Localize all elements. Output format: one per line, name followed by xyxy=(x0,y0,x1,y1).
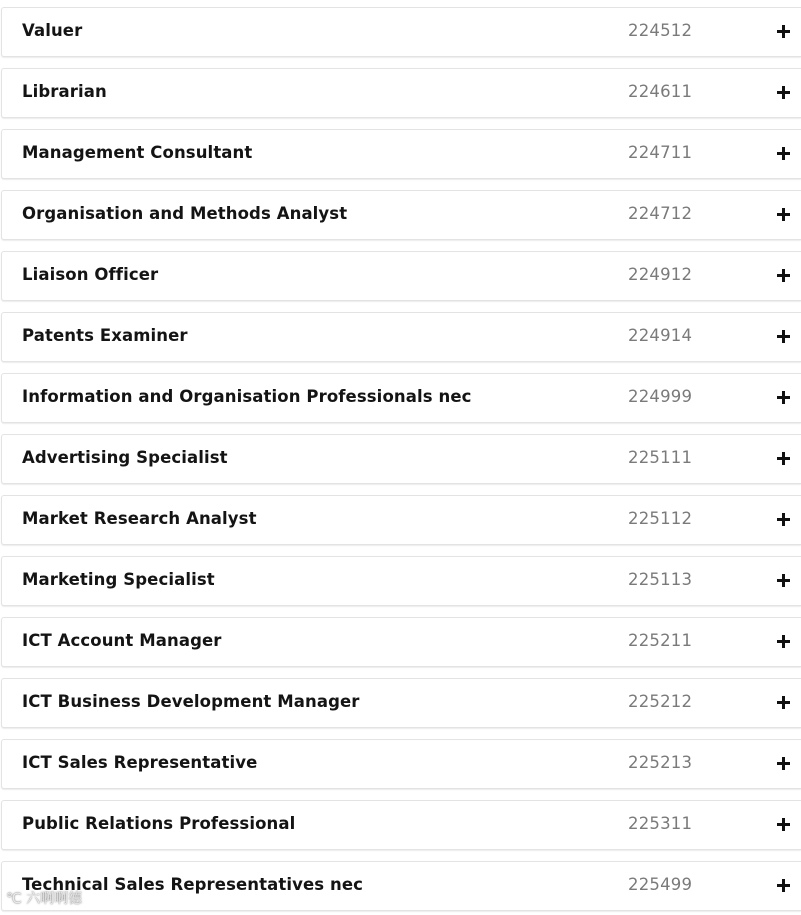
occupation-title: Marketing Specialist xyxy=(22,570,215,589)
plus-icon[interactable] xyxy=(776,573,791,588)
plus-icon[interactable] xyxy=(776,756,791,771)
plus-icon[interactable] xyxy=(776,878,791,893)
occupation-title: ICT Business Development Manager xyxy=(22,692,360,711)
occupation-code: 225212 xyxy=(628,692,693,711)
watermark: ℃ 六啊啊德 xyxy=(6,891,83,907)
occupation-row[interactable] xyxy=(1,617,801,667)
occupation-code: 224611 xyxy=(628,82,693,101)
occupation-code: 225112 xyxy=(628,509,693,528)
plus-icon[interactable] xyxy=(776,451,791,466)
occupation-title: Valuer xyxy=(22,21,83,40)
occupation-row[interactable] xyxy=(1,129,801,179)
occupation-code: 225211 xyxy=(628,631,693,650)
occupation-row[interactable] xyxy=(1,800,801,850)
plus-icon[interactable] xyxy=(776,329,791,344)
occupation-code: 224512 xyxy=(628,21,693,40)
plus-icon[interactable] xyxy=(776,24,791,39)
occupation-title: ICT Sales Representative xyxy=(22,753,258,772)
occupation-code: 225499 xyxy=(628,875,693,894)
occupation-row[interactable] xyxy=(1,68,801,118)
plus-icon[interactable] xyxy=(776,512,791,527)
occupation-row[interactable] xyxy=(1,495,801,545)
occupation-title: Patents Examiner xyxy=(22,326,188,345)
occupation-code: 224912 xyxy=(628,265,693,284)
occupation-row[interactable] xyxy=(1,312,801,362)
occupation-code: 224914 xyxy=(628,326,693,345)
occupation-code: 224711 xyxy=(628,143,693,162)
plus-icon[interactable] xyxy=(776,817,791,832)
occupation-code: 225213 xyxy=(628,753,693,772)
occupation-title: Liaison Officer xyxy=(22,265,159,284)
occupation-row[interactable] xyxy=(1,190,801,240)
occupation-title: Advertising Specialist xyxy=(22,448,228,467)
occupation-row[interactable] xyxy=(1,556,801,606)
occupation-title: Technical Sales Representatives nec xyxy=(22,875,364,894)
occupation-title: Public Relations Professional xyxy=(22,814,296,833)
plus-icon[interactable] xyxy=(776,634,791,649)
occupation-code: 225311 xyxy=(628,814,693,833)
plus-icon[interactable] xyxy=(776,268,791,283)
occupation-code: 224999 xyxy=(628,387,693,406)
plus-icon[interactable] xyxy=(776,146,791,161)
occupation-title: ICT Account Manager xyxy=(22,631,222,650)
occupation-title: Information and Organisation Professionals nec xyxy=(22,387,472,406)
occupation-title: Management Consultant xyxy=(22,143,253,162)
occupation-title: Market Research Analyst xyxy=(22,509,257,528)
occupation-row[interactable] xyxy=(1,434,801,484)
occupation-row[interactable] xyxy=(1,739,801,789)
plus-icon[interactable] xyxy=(776,85,791,100)
occupation-row[interactable] xyxy=(1,861,801,911)
occupation-code: 224712 xyxy=(628,204,693,223)
occupation-row[interactable] xyxy=(1,678,801,728)
plus-icon[interactable] xyxy=(776,390,791,405)
occupation-row[interactable] xyxy=(1,251,801,301)
occupation-code: 225113 xyxy=(628,570,693,589)
occupation-title: Organisation and Methods Analyst xyxy=(22,204,348,223)
plus-icon[interactable] xyxy=(776,695,791,710)
plus-icon[interactable] xyxy=(776,207,791,222)
occupation-row[interactable] xyxy=(1,7,801,57)
occupation-code: 225111 xyxy=(628,448,693,467)
occupation-title: Librarian xyxy=(22,82,107,101)
occupation-row[interactable] xyxy=(1,373,801,423)
